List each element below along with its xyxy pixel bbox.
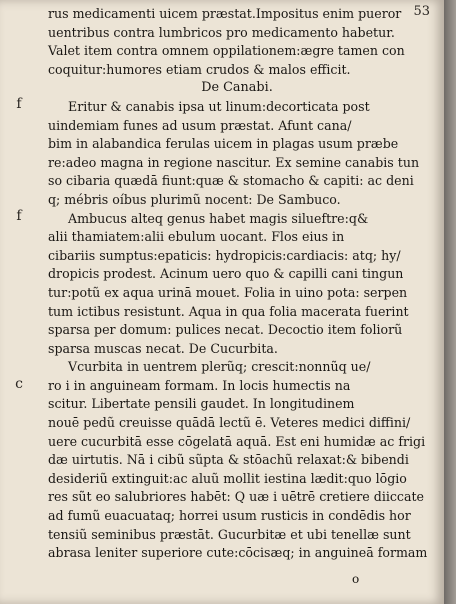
text-line: uere cucurbitā esse cōgelatā aquā. Est eni humidæ ac frigi: [48, 433, 426, 449]
text-line: bim in alabandica ferulas uicem in plagas usum præbe: [48, 136, 399, 152]
text-line: res sũt eo salubriores habēt: Q uæ i uētrē cretiere diiccate: [48, 489, 424, 505]
text-line: Valet item contra omnem oppilationem:ægre tamen con: [48, 43, 405, 59]
text-line: desideriũ extinguit:ac aluũ mollit iestina lædit:quo lōgio: [48, 470, 407, 486]
text-line: tensiũ seminibus præstāt. Gucurbitæ et ubi tenellæ sunt: [48, 526, 411, 542]
page-number: 53: [413, 4, 430, 19]
text-line: Ambucus alteq genus habet magis silueftre:q&: [68, 210, 369, 226]
marginal-letter: f: [16, 208, 22, 224]
text-line: coquitur:humores etiam crudos & malos efficit.: [48, 61, 351, 77]
text-line: rus medicamenti uicem præstat.Impositus enim pueror: [48, 6, 402, 21]
text-line: dæ uirtutis. Nā i cibũ sũpta & stōachũ relaxat:& bibendi: [48, 452, 409, 468]
page-edge: [444, 0, 456, 604]
text-line: re:adeo magna in regione nascitur. Ex semine canabis tun: [48, 154, 420, 170]
text-line: sparsa muscas necat. De Cucurbita.: [48, 340, 278, 356]
text-line: nouē pedũ creuisse quādā lectũ ē. Veteres medici diffini/: [48, 415, 411, 431]
text-line: Vcurbita in uentrem plerũq; crescit:nonnũq ue/: [68, 359, 371, 375]
text-block: [48, 5, 426, 563]
text-line: scitur. Libertate pensili gaudet. In longitudinem: [48, 396, 355, 412]
text-line: tum ictibus resistunt. Aqua in qua folia macerata fuerint: [48, 303, 409, 319]
text-line: ad fumũ euacuataq; horrei usum rusticis in condēdis hor: [48, 508, 411, 524]
text-line: uentribus contra lumbricos pro medicamento habetur.: [48, 24, 395, 40]
text-line: abrasa leniter superiore cute:cōcisæq; in anguineā formam: [48, 545, 428, 561]
text-line: Eritur & canabis ipsa ut linum:decorticata post: [68, 98, 370, 114]
text-line: so cibaria quædā fiunt:quæ & stomacho & capiti: ac deni: [48, 173, 414, 189]
text-line: alii thamiatem:alii ebulum uocant. Flos eius in: [48, 229, 345, 245]
text-line: sparsa per domum: pulices necat. Decoctio item foliorũ: [48, 322, 403, 338]
marginal-letter: f: [16, 96, 22, 112]
section-heading: De Canabi.: [201, 80, 273, 96]
text-line: uindemiam funes ad usum præstat. Afunt cana/: [48, 117, 352, 133]
text-line: dropicis prodest. Acinum uero quo & capilli cani tingun: [48, 266, 404, 282]
text-line: q; mébris oíbus plurimũ nocent: De Sambuco.: [48, 191, 341, 207]
marginal-letter: c: [15, 376, 23, 392]
text-line: tur:potũ ex aqua urinā mouet. Folia in uino pota: serpen: [48, 284, 408, 300]
text-line: ro i in anguineam formam. In locis humectis na: [48, 377, 351, 393]
catchword: o: [352, 572, 360, 586]
text-line: cibariis sumptus:epaticis: hydropicis:cardiacis: atq; hy/: [48, 247, 401, 263]
